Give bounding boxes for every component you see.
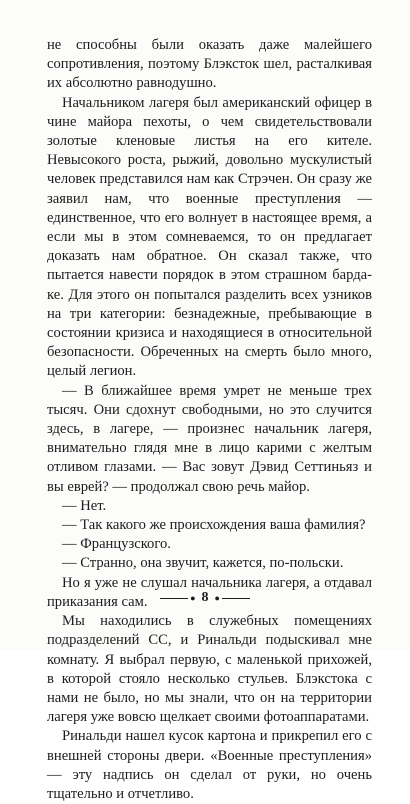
paragraph-8: Но я уже не слушал начальника лагеря, а отдавал приказания сам. — [47, 574, 372, 610]
footer-rule-left — [160, 598, 188, 599]
paragraph-4: — Нет. — [62, 497, 107, 514]
page-footer — [0, 590, 410, 606]
page-number: 8 — [201, 590, 209, 605]
paragraph-3: — В ближайшее время умрет не меньше трех тысяч. Они сдохнут свободными, но это случится здесь, в лагере, — произнес начальник лагеря, внимательно глядя мне в лицо карими с желтым отливом глазами. — Вас зовут Дэвид Сеттиньяз и вы еврей? — продолжал свою речь майор. — [47, 382, 372, 495]
body-text — [47, 36, 372, 804]
paragraph-10: Ринальди нашел кусок картона и прикрепил его с внешней стороны двери. «Военные преступления» — эту надпись он сделал от руки, но очень тщательно и отчетливо. — [47, 728, 372, 802]
paragraph-9: Мы находились в служебных помещениях подразделений СС, и Ринальди подыскивал мне комнату. Я выбрал первую, с маленькой прихожей, в которой стояло несколько стульев. Блэкстока с нами не было, но мы знали, что он на территории лагеря уже вовсю щелкает своими фотоаппаратами. — [47, 613, 372, 726]
paragraph-6: — Французского. — [62, 536, 171, 553]
paragraph-1: не способны были оказать даже малейшего сопротивления, поэтому Блэксток шел, расталкивая их абсолютно равнодушно. — [47, 37, 372, 92]
paragraph-5: — Так какого же происхождения ваша фамилия? — [62, 517, 366, 534]
paragraph-7: — Странно, она звучит, кажется, по-польски. — [62, 555, 344, 572]
footer-rule-right — [222, 598, 250, 599]
paragraph-2: Начальником лагеря был американский офицер в чине майора пехоты, о чем свидетельствовали золотые кленовые листья на его кителе. Невысокого роста, рыжий, довольно мускулистый человек представился нам как Стрэчен. Он сразу же заявил нам, что военные преступления — единственное, что его волнует в настоящее время, а если мы в этом сомневаемся, то он предлагает доказать нам обратное. Он сказал также, что пытается навести порядок в этом страшном бардаке. Для этого он попытался разделить всех узников на три категории: безнадежные, пребывающие в состоянии кризиса и находящиеся в относительной безопасности. Обреченных на смерть было много, целый легион. — [47, 94, 372, 380]
footer-ornament-left: ● — [190, 593, 196, 603]
footer-ornament-right: ● — [214, 593, 220, 603]
